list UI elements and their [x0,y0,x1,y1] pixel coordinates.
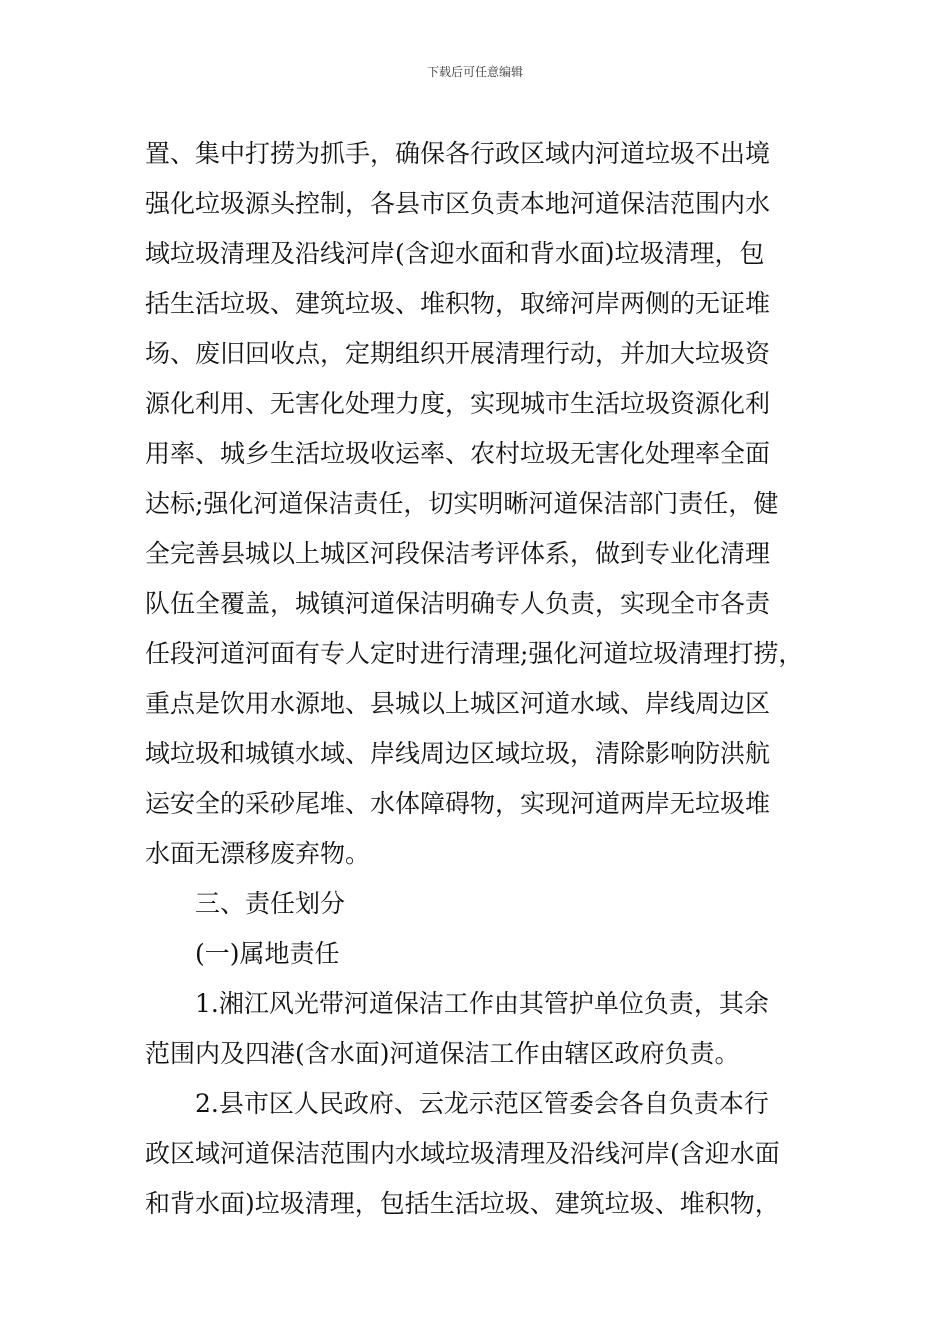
text-line: 括生活垃圾、建筑垃圾、堆积物，取缔河岸两侧的无证堆 [145,289,771,318]
text-line: 源化利用、无害化处理力度，实现城市生活垃圾资源化利 [145,389,771,418]
document-body [145,129,805,1229]
text-line: 全完善县城以上城区河段保洁考评体系，做到专业化清理 [145,539,771,568]
text-line: 和背水面)垃圾清理，包括生活垃圾、建筑垃圾、堆积物， [145,1189,780,1218]
text-line: 水面无漂移废弃物。 [145,839,371,868]
text-line: 用率、城乡生活垃圾收运率、农村垃圾无害化处理率全面 [145,439,771,468]
text-line: 队伍全覆盖，城镇河道保洁明确专人负责，实现全市各责 [145,589,771,618]
text-line: 政区域河道保洁范围内水域垃圾清理及沿线河岸(含迎水面 [145,1139,780,1168]
text-line: 域垃圾和城镇水域、岸线周边区域垃圾，清除影响防洪航 [145,739,771,768]
text-line: 强化垃圾源头控制，各县市区负责本地河道保洁范围内水 [145,189,771,218]
subsection-heading: (一)属地责任 [195,939,340,968]
text-line: 范围内及四港(含水面)河道保洁工作由辖区政府负责。 [145,1039,740,1068]
text-line: 1.湘江风光带河道保洁工作由其管护单位负责，其余 [195,989,769,1018]
text-line: 重点是饮用水源地、县城以上城区河道水域、岸线周边区 [145,689,771,718]
text-line: 2.县市区人民政府、云龙示范区管委会各自负责本行 [195,1089,769,1118]
text-line: 域垃圾清理及沿线河岸(含迎水面和背水面)垃圾清理，包 [145,239,765,268]
text-line: 运安全的采砂尾堆、水体障碍物，实现河道两岸无垃圾堆 [145,789,771,818]
text-line: 场、废旧回收点，定期组织开展清理行动，并加大垃圾资 [145,339,771,368]
text-line: 达标;强化河道保洁责任，切实明晰河道保洁部门责任，健 [145,489,779,518]
page-header: 下载后可任意编辑 [426,65,523,79]
text-line: 任段河道河面有专人定时进行清理;强化河道垃圾清理打捞， [145,639,804,668]
text-line: 置、集中打捞为抓手，确保各行政区域内河道垃圾不出境 [145,139,771,168]
section-heading: 三、责任划分 [195,889,346,918]
